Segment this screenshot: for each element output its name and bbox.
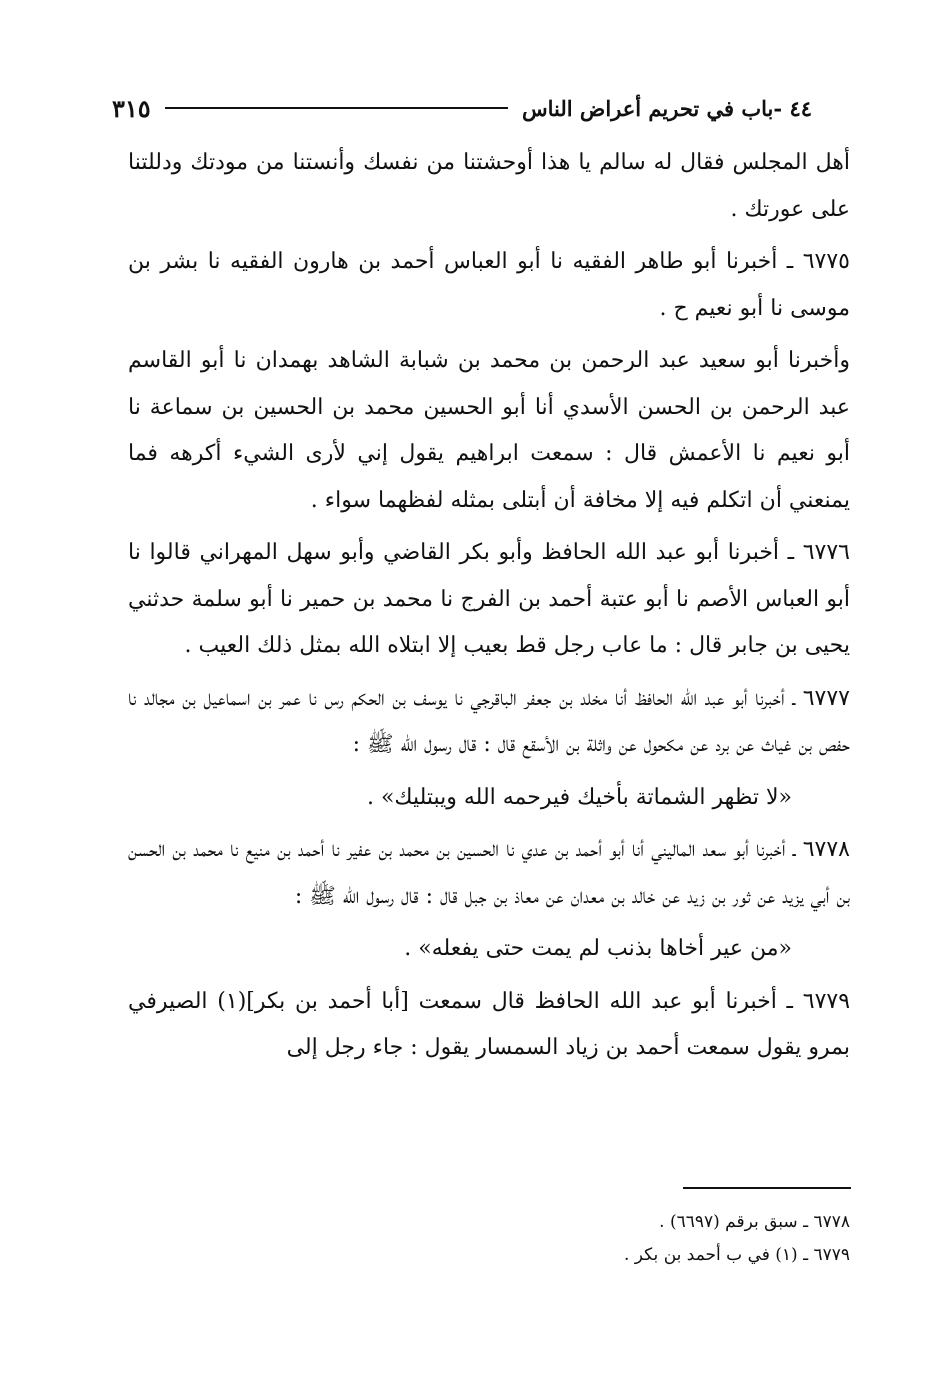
paragraph-hadith-6776: ٦٧٧٦ ـ أخبرنا أبو عبد الله الحافظ وأبو بكر القاضي وأبو سهل المهراني قالوا نا أبو العباس الأصم نا أبو عتبة أحمد بن الفرج نا محمد بن حمير نا أبو سلمة حدثني يحيى بن جابر قال : ما عاب رجل قط بعيب إلا ابتلاه الله بمثل ذلك العيب . — [128, 540, 850, 658]
paragraph-hadith-6779: ٦٧٧٩ ـ أخبرنا أبو عبد الله الحافظ قال سمعت [أبا أحمد بن بكر](١) الصيرفي بمرو يقول سمعت أحمد بن زياد السمسار يقول : جاء رجل إلى — [128, 988, 851, 1060]
paragraph-hadith-6777: ٦٧٧٧ ـ أخبرنا أبو عبد الله الحافظ أنا مخلد بن جعفر الباقرجي نا يوسف بن الحكم رس نا عمر بن اسماعيل بن مجالد نا حفص بن غياث عن برد عن مكحول عن واثلة بن الأسقع قال : قال رسول الله ﷺ : — [128, 685, 850, 757]
footnote: ٦٧٧٩ ـ (١) في ب أحمد بن بكر . — [623, 1245, 850, 1265]
chapter-title: ٤٤ -باب في تحريم أعراض الناس — [522, 95, 812, 121]
main-text — [128, 140, 850, 1078]
footnotes — [450, 1206, 850, 1272]
running-header — [112, 88, 812, 128]
footnote: ٦٧٧٨ ـ سبق برقم (٦٦٩٧) . — [659, 1212, 850, 1232]
paragraph-hadith-6775: ٦٧٧٥ ـ أخبرنا أبو طاهر الفقيه نا أبو العباس أحمد بن هارون الفقيه نا بشر بن موسى نا أبو نعيم ح . — [128, 249, 850, 321]
header-rule — [165, 107, 508, 109]
paragraph-second-chain: وأخبرنا أبو سعيد عبد الرحمن بن محمد بن شبابة الشاهد بهمدان نا أبو القاسم عبد الرحمن بن الحسن الأسدي أنا أبو الحسين محمد بن الحسين بن سماعة نا أبو نعيم نا الأعمش قال : سمعت ابراهيم يقول إني لأرى الشيء أكرهه فما يمنعني أن اتكلم فيه إلا مخافة أن أبتلى بمثله لفظهما سواء . — [128, 348, 850, 513]
hadith-quote: «من عير أخاها بذنب لم يمت حتى يفعله» . — [404, 936, 792, 961]
footnote-rule — [683, 1187, 851, 1189]
paragraph-hadith-6778: ٦٧٧٨ ـ أخبرنا أبو سعد الماليني أنا أبو أحمد بن عدي نا الحسين بن محمد بن عفير نا أحمد بن منيع نا محمد بن الحسن بن أبي يزيد عن ثور بن زيد عن خالد بن معدان عن معاذ بن جبل قال : قال رسول الله ﷺ : — [128, 837, 850, 909]
paragraph-continuation: أهل المجلس فقال له سالم يا هذا أوحشتنا من نفسك وأنستنا من مودتك ودللتنا على عورتك . — [128, 150, 851, 222]
page-number: ٣١٥ — [112, 93, 151, 123]
hadith-quote: «لا تظهر الشماتة بأخيك فيرحمه الله ويبتليك» . — [366, 784, 792, 810]
